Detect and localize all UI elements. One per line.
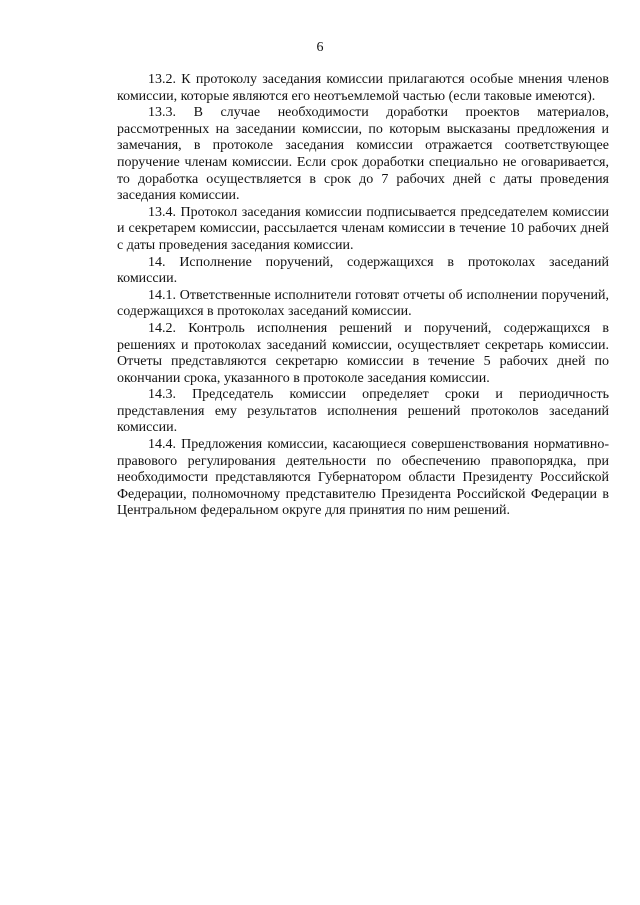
paragraph-13-2: 13.2. К протоколу заседания комиссии прилагаются особые мнения членов комиссии, которые являются его неотъемлемой частью (если таковые имеются). (117, 72, 609, 104)
paragraph-13-4: 13.4. Протокол заседания комиссии подписывается председателем комиссии и секретарем комиссии, рассылается членам комиссии в течение 10 рабочих дней с даты проведения заседания комиссии. (117, 204, 609, 253)
paragraph-14-1: 14.1. Ответственные исполнители готовят отчеты об исполнении поручений, содержащихся в протоколах заседаний комиссии. (117, 287, 609, 320)
paragraph-14-3: 14.3. Председатель комиссии определяет сроки и периодичность представления ему результатов исполнения решений протоколов заседаний комиссии. (117, 387, 609, 436)
page-number: 6 (316, 40, 324, 55)
paragraph-14-4: 14.4. Предложения комиссии, касающиеся совершенствования нормативно-правового регулирования деятельности по обеспечению правопорядка, при необходимости представляются Губернатором области Президенту Российской Федерации, полномочному представителю Президента Российской Федерации в Центральном федеральном округе для принятия по ним решений. (117, 437, 609, 519)
paragraph-14: 14. Исполнение поручений, содержащихся в протоколах заседаний комиссии. (117, 254, 609, 287)
paragraph-14-2: 14.2. Контроль исполнения решений и поручений, содержащихся в решениях и протоколах заседаний комиссии, осуществляет секретарь комиссии. Отчеты представляются секретарю комиссии в течение 5 рабочих дней по окончании срока, указанного в протоколе заседания комиссии. (117, 320, 609, 386)
document-body (117, 72, 609, 520)
paragraph-13-3: 13.3. В случае необходимости доработки проектов материалов, рассмотренных на заседании комиссии, по которым высказаны предложения и замечания, в протоколе заседания комиссии отражается соответствующее поручение членам комиссии. Если срок доработки специально не оговаривается, то доработка осуществляется в срок до 7 рабочих дней с даты проведения заседания комиссии. (117, 105, 609, 204)
